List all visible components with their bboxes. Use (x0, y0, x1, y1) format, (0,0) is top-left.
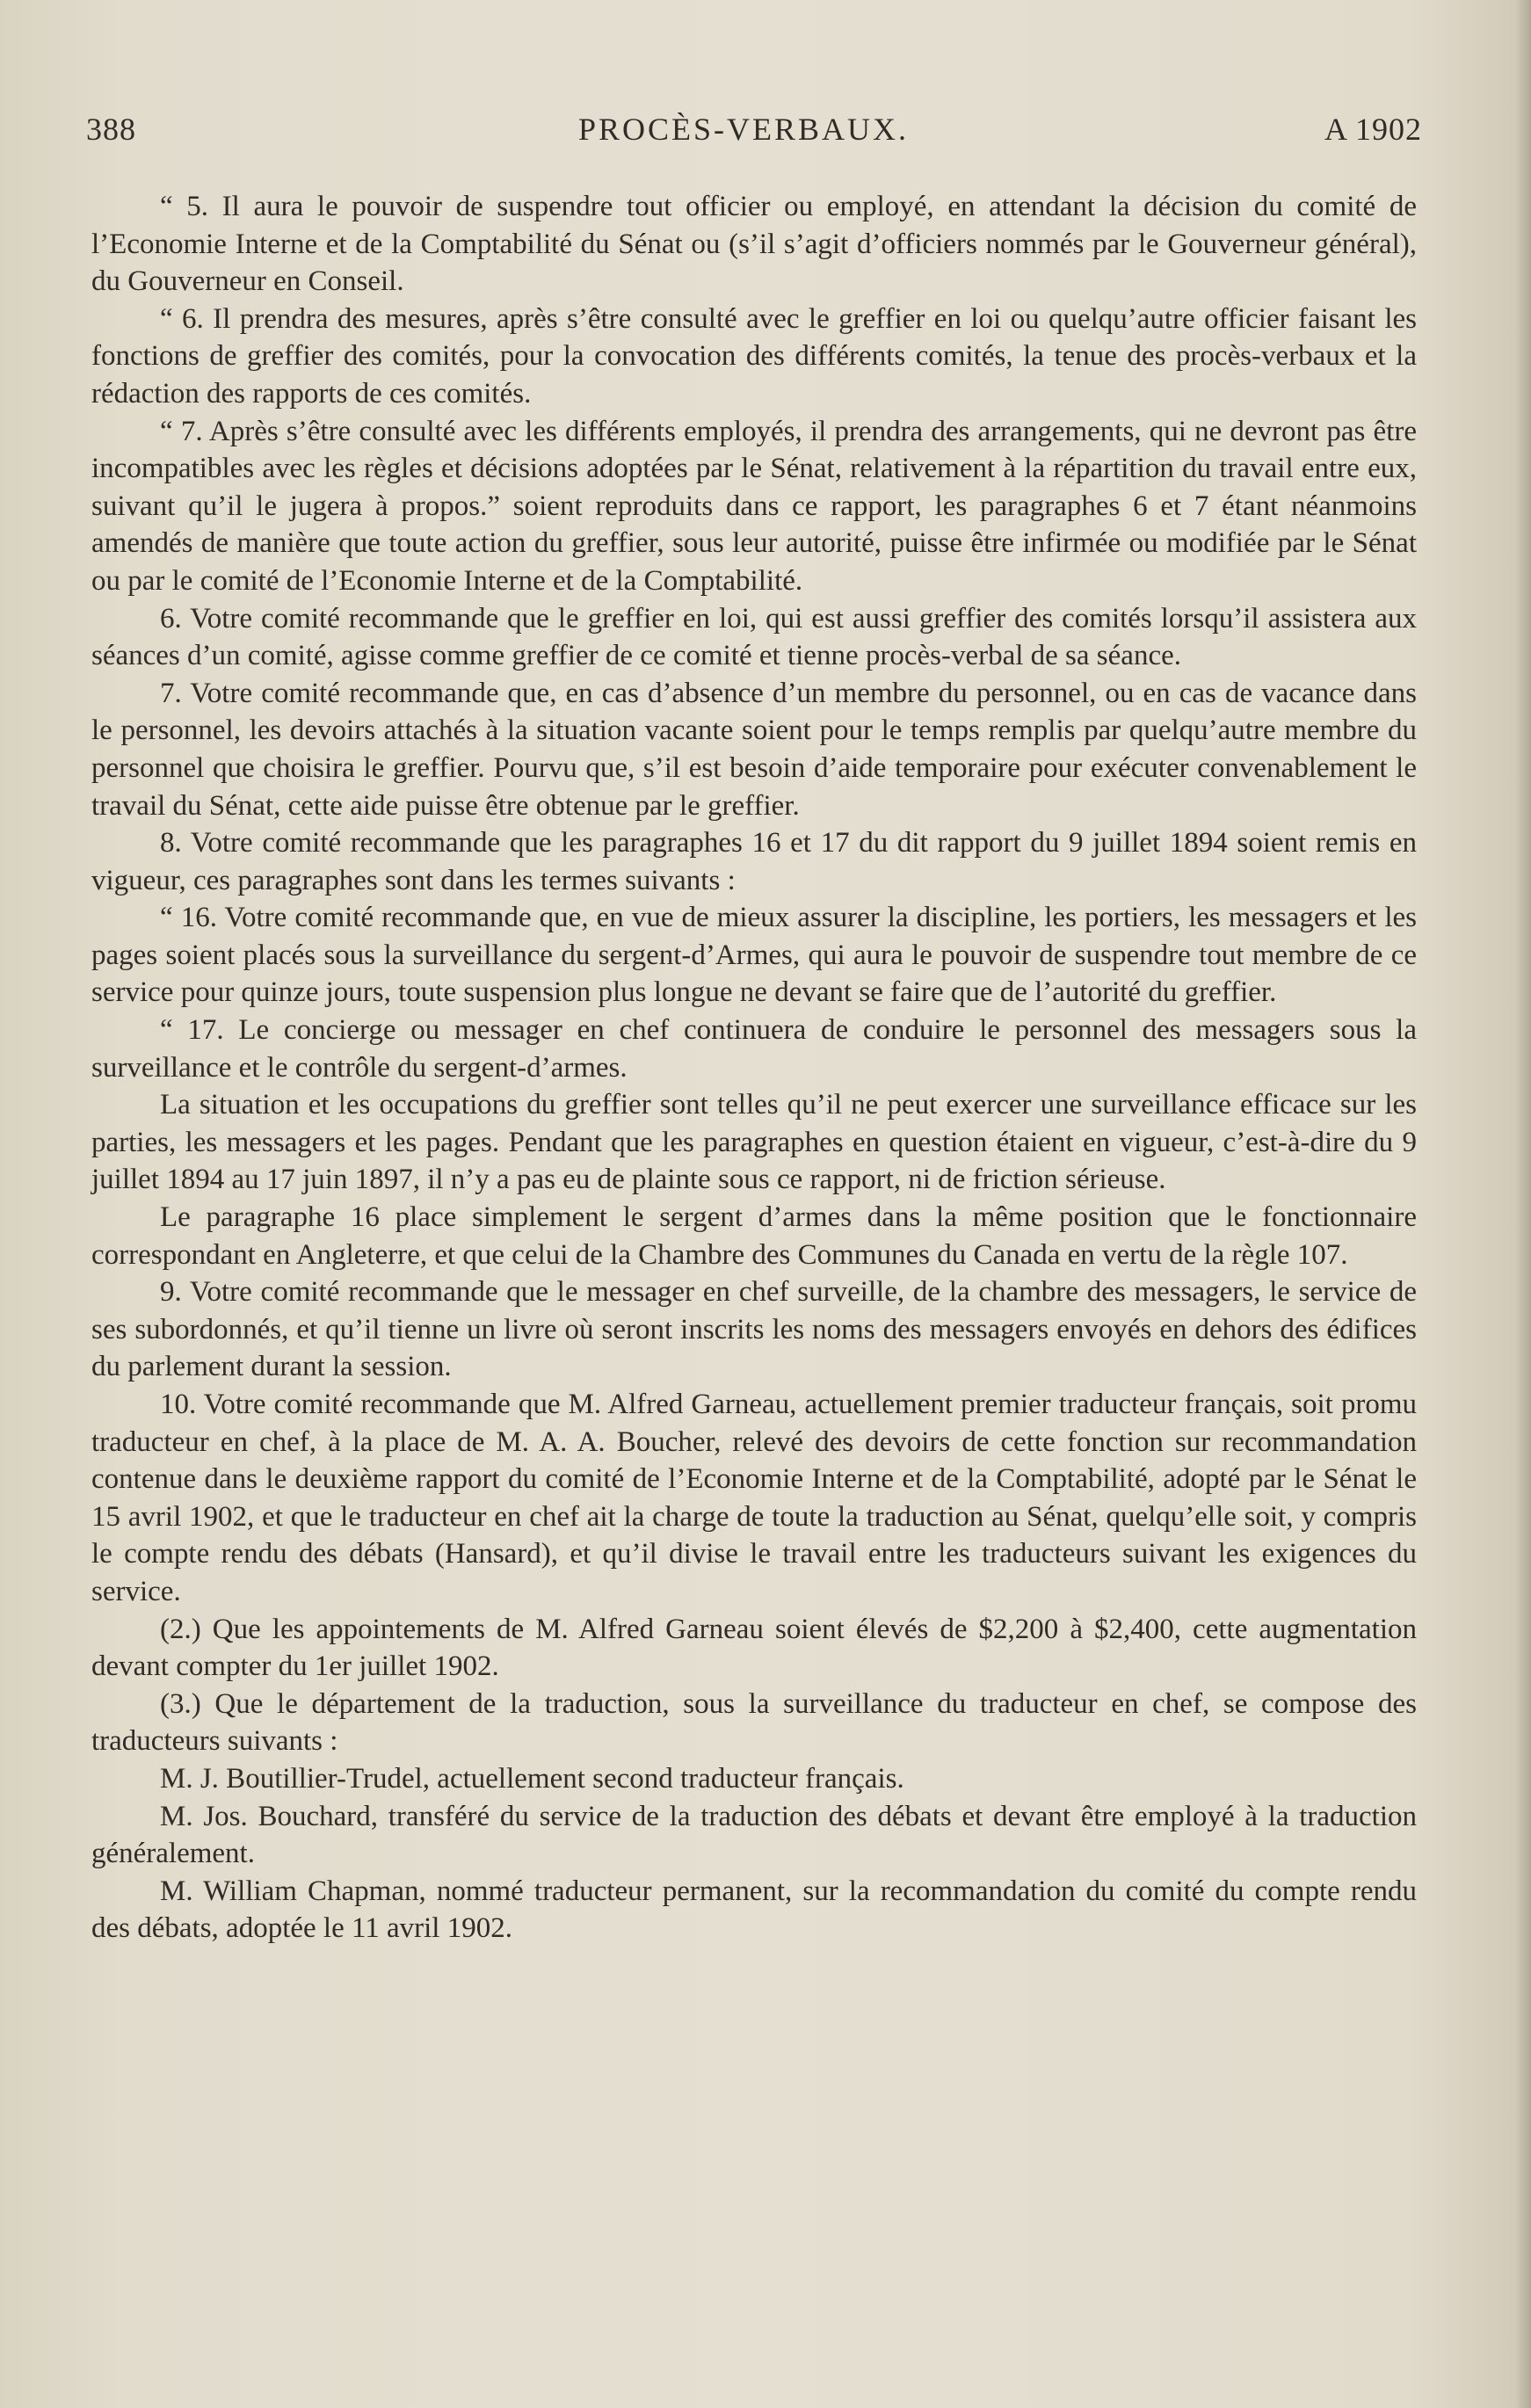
page-number: 388 (86, 112, 136, 147)
paragraph: “ 16. Votre comité recommande que, en vue de mieux assurer la discipline, les portiers, les messagers et les pages soient placés sous la surveillance du sergent-d’Armes, qui aura le pouvoir de suspendre tout membre de ce service pour quinze jours, toute suspension plus longue ne devant se faire que de l’autorité du greffier. (91, 902, 1417, 1009)
paragraph: 7. Votre comité recommande que, en cas d’absence d’un membre du personnel, ou en cas de vacance dans le personnel, les devoirs attachés à la situation vacante soient pour le temps remplis par quelqu’autre membre du personnel que choisira le greffier. Pourvu que, s’il est besoin d’aide temporaire pour exécuter convenablement le travail du Sénat, cette aide puisse être obtenue par le greffier. (91, 677, 1417, 822)
running-title: PROCÈS-VERBAUX. (578, 112, 910, 147)
paragraph: 9. Votre comité recommande que le messager en chef surveille, de la chambre des messagers, le service de ses subordonnés, et qu’il tienne un livre où seront inscrits les noms des messagers envoyés en dehors des édifices du parlement durant la session. (91, 1276, 1417, 1383)
paragraph: (2.) Que les appointements de M. Alfred Garneau soient élevés de $2,200 à $2,400, cette augmentation devant compter du 1er juillet 1902. (91, 1613, 1417, 1683)
paragraph: 6. Votre comité recommande que le greffier en loi, qui est aussi greffier des comités lorsqu’il assistera aux séances d’un comité, agisse comme greffier de ce comité et tienne procès-verbal de sa séance. (91, 602, 1417, 672)
paragraph: 8. Votre comité recommande que les paragraphes 16 et 17 du dit rapport du 9 juillet 1894 soient remis en vigueur, ces paragraphes sont dans les termes suivants : (91, 827, 1417, 896)
paragraph: “ 6. Il prendra des mesures, après s’être consulté avec le greffier en loi ou quelqu’autre officier faisant les fonctions de greffier des comités, pour la convocation des différents comités, la tenue des procès-verbaux et la rédaction des rapports de ces comités. (91, 302, 1417, 410)
page-edge-shadow (1515, 0, 1531, 2408)
body-text (91, 188, 1417, 1947)
paragraph: 10. Votre comité recommande que M. Alfred Garneau, actuellement premier traducteur français, soit promu traducteur en chef, à la place de M. A. A. Boucher, relevé des devoirs de cette fonction sur recommandation contenue dans le deuxième rapport du comité de l’Economie Interne et de la Comptabilité, adopté par le Sénat le 15 avril 1902, et que le traducteur en chef ait la charge de toute la traduction au Sénat, quelqu’elle soit, y compris le compte rendu des débats (Hansard), et qu’il divise le travail entre les traducteurs suivant les exigences du service. (91, 1389, 1417, 1607)
paragraph: Le paragraphe 16 place simplement le sergent d’armes dans la même position que le fonctionnaire correspondant en Angleterre, et que celui de la Chambre des Communes du Canada en vertu de la règle 107. (91, 1201, 1417, 1271)
paragraph: M. Jos. Bouchard, transféré du service de la traduction des débats et devant être employé à la traduction généralement. (91, 1800, 1417, 1870)
paragraph: “ 7. Après s’être consulté avec les différents employés, il prendra des arrangements, qui ne devront pas être incompatibles avec les règles et décisions adoptées par le Sénat, relativement à la répartition du travail entre eux, suivant qu’il le jugera à propos.” soient reproduits dans ce rapport, les paragraphes 6 et 7 étant néanmoins amendés de manière que toute action du greffier, sous leur autorité, puisse être infirmée ou modifiée par le Sénat ou par le comité de l’Economie Interne et de la Comptabilité. (91, 415, 1417, 597)
running-header (86, 111, 1422, 153)
paragraph: M. William Chapman, nommé traducteur permanent, sur la recommandation du comité du compte rendu des débats, adoptée le 11 avril 1902. (91, 1875, 1417, 1945)
year-label: A 1902 (1324, 112, 1422, 147)
paragraph: (3.) Que le département de la traduction, sous la surveillance du traducteur en chef, se compose des traducteurs suivants : (91, 1687, 1417, 1758)
paragraph: La situation et les occupations du greffier sont telles qu’il ne peut exercer une surveillance efficace sur les parties, les messagers et les pages. Pendant que les paragraphes en question étaient en vigueur, c’est-à-dire du 9 juillet 1894 au 17 juin 1897, il n’y a pas eu de plainte sous ce rapport, ni de friction sérieuse. (91, 1089, 1417, 1196)
paragraph: M. J. Boutillier-Trudel, actuellement second traducteur français. (160, 1762, 904, 1795)
paragraph: “ 5. Il aura le pouvoir de suspendre tout officier ou employé, en attendant la décision du comité de l’Economie Interne et de la Comptabilité du Sénat ou (s’il s’agit d’officiers nommés par le Gouverneur général), du Gouverneur en Conseil. (91, 191, 1417, 298)
paragraph: “ 17. Le concierge ou messager en chef continuera de conduire le personnel des messagers sous la surveillance et le contrôle du sergent-d’armes. (91, 1014, 1417, 1084)
